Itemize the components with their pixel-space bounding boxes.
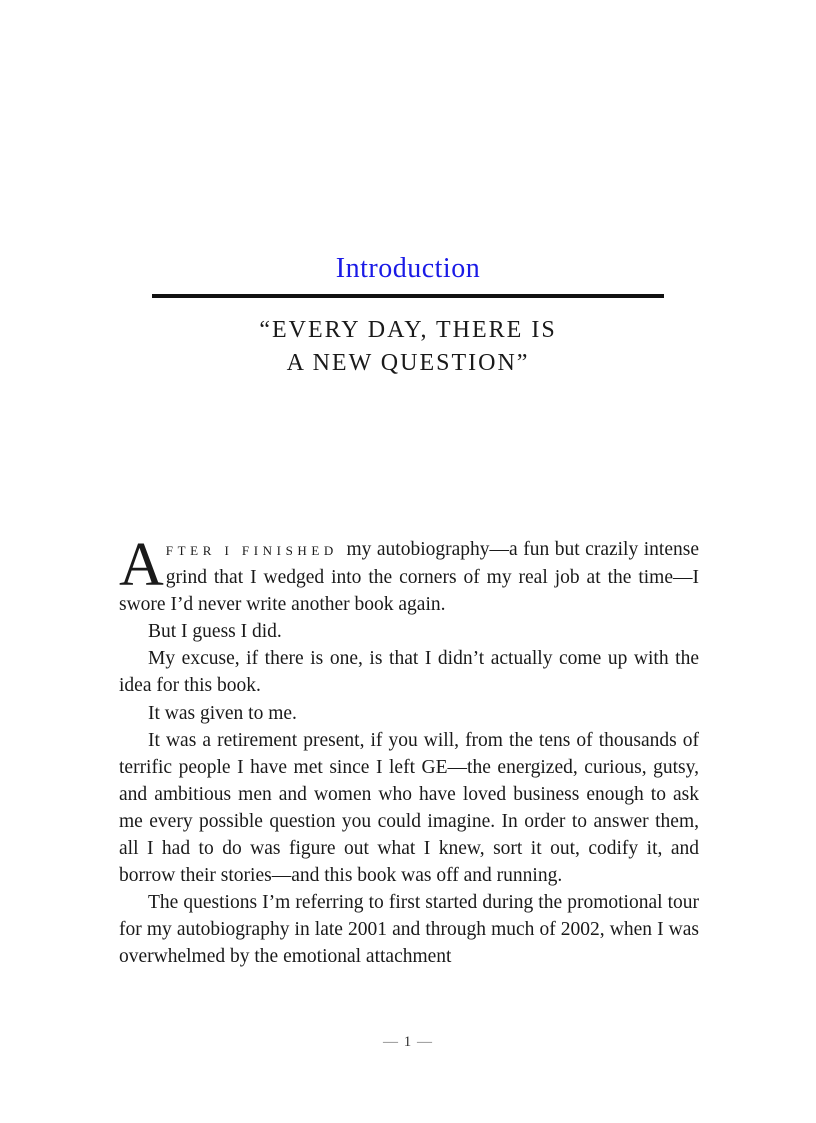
folio-dash-left: — (383, 1034, 399, 1050)
paragraph-1-text: my autobiography—a fun but crazily intense grind that I wedged into the corners of my real job at the time—I swore I’d never write another book again. (119, 539, 699, 616)
paragraph-5: It was a retirement present, if you will, from the tens of thousands of terrific people I have met since I left GE—the energized, curious, gutsy, and ambitious men and women who have loved business enough to ask me every possible question you could imagine. In order to answer them, all I had to do was figure out what I knew, sort it out, codify it, and borrow their stories—and this book was off and running. (119, 729, 699, 887)
opening-small-caps: FTER I FINISHED (165, 543, 338, 558)
paragraph-1 (119, 531, 699, 618)
drop-cap: A (119, 531, 164, 599)
chapter-title-line-2: A NEW QUESTION” (286, 350, 530, 376)
paragraph-4: It was given to me. (148, 702, 297, 724)
paragraph-2: But I guess I did. (148, 621, 282, 643)
chapter-label: Introduction (335, 253, 481, 284)
chapter-title (0, 314, 816, 380)
chapter-title-line-1: “EVERY DAY, THERE IS (259, 317, 557, 343)
page-number: 1 (403, 1034, 413, 1050)
paragraph-6: The questions I’m referring to first started during the promotional tour for my autobiography in late 2001 and through much of 2002, when I was overwhelmed by the emotional attachment (119, 892, 699, 968)
page-folio (0, 1034, 816, 1051)
paragraph-3: My excuse, if there is one, is that I didn’t actually come up with the idea for this book. (119, 648, 699, 697)
body-text (119, 531, 699, 971)
chapter-rule (152, 294, 664, 298)
folio-dash-right: — (417, 1034, 433, 1050)
